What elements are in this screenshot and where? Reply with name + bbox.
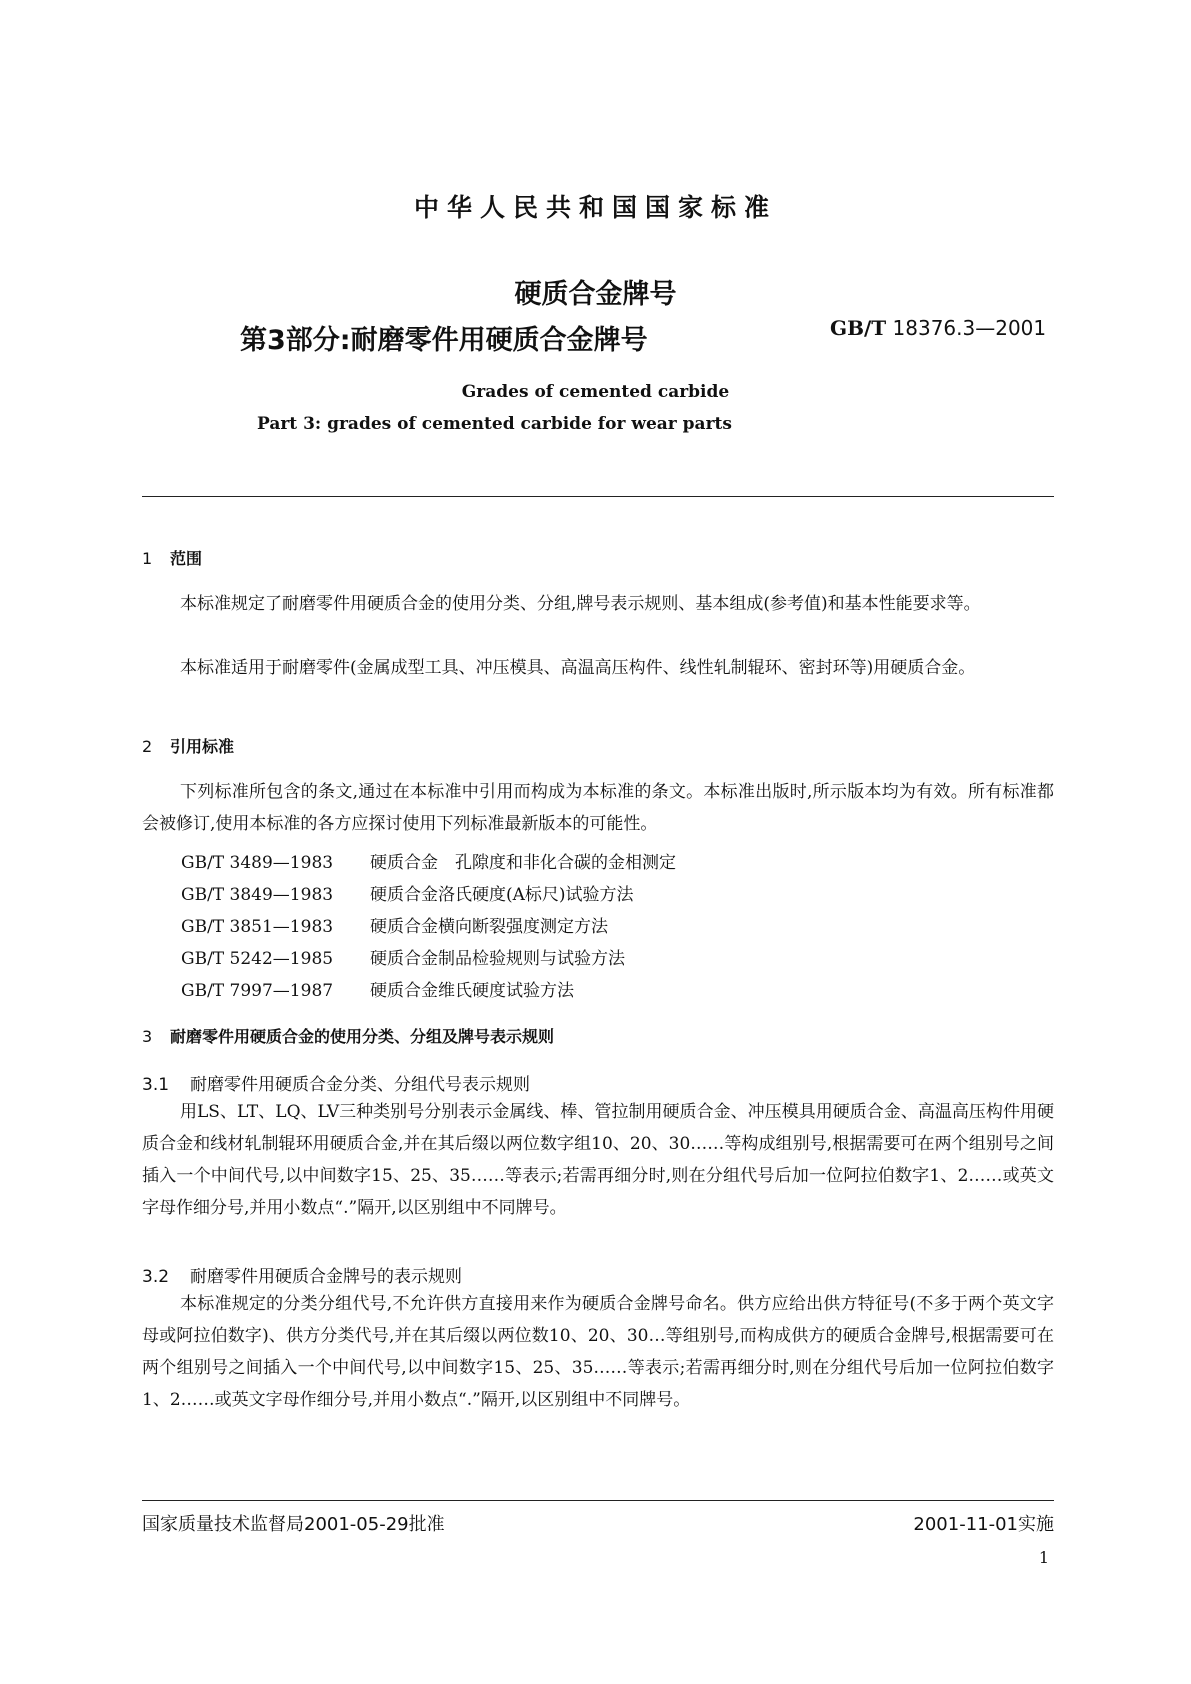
standard-org-title: 中华人民共和国国家标准 xyxy=(413,193,777,222)
subsection-title: 耐磨零件用硬质合金牌号的表示规则 xyxy=(190,1267,462,1287)
subsection-number: 3.2 xyxy=(142,1267,170,1287)
section-number: 1 xyxy=(142,549,153,568)
subsection-number: 3.1 xyxy=(142,1075,170,1095)
document-title: 硬质合金牌号 xyxy=(514,279,677,310)
reference-title: 硬质合金制品检验规则与试验方法 xyxy=(370,949,625,969)
section-1-heading xyxy=(142,546,202,569)
reference-code: GB/T 3849—1983 xyxy=(181,885,334,905)
standard-prefix: GB/T xyxy=(830,316,887,340)
reference-code: GB/T 7997—1987 xyxy=(181,981,334,1001)
reference-title: 硬质合金维氏硬度试验方法 xyxy=(370,981,574,1001)
subsection-3-2-paragraph: 本标准规定的分类分组代号,不允许供方直接用来作为硬质合金牌号命名。供方应给出供方特征号(不多于两个英文字母或阿拉伯数字)、供方分类代号,并在其后缀以两位数10、20、30…等组别号,而构成供方的硬质合金牌号,根据需要可在两个组别号之间插入一个中间代号,以中间数字15、25、35……等表示;若需再细分时,则在分组代号后加一位阿拉伯数字1、2……或英文字母作细分号,并用小数点“.”隔开,以区别组中不同牌号。 xyxy=(142,1294,1054,1410)
section-number: 3 xyxy=(142,1027,153,1046)
section-number: 2 xyxy=(142,737,153,756)
reference-item xyxy=(181,912,608,937)
document-subtitle: 第3部分:耐磨零件用硬质合金牌号 xyxy=(240,325,648,356)
reference-code: GB/T 3851—1983 xyxy=(181,917,334,937)
section-title: 耐磨零件用硬质合金的使用分类、分组及牌号表示规则 xyxy=(170,1027,555,1046)
subsection-3-1-heading xyxy=(142,1070,530,1095)
english-subtitle: Part 3: grades of cemented carbide for wear parts xyxy=(257,414,732,434)
subsection-3-1-paragraph: 用LS、LT、LQ、LV三种类别号分别表示金属线、棒、管拉制用硬质合金、冲压模具用硬质合金、高温高压构件用硬质合金和线材轧制辊环用硬质合金,并在其后缀以两位数字组10、20、30……等构成组别号,根据需要可在两个组别号之间插入一个中间代号,以中间数字15、25、35……等表示;若需再细分时,则在分组代号后加一位阿拉伯数字1、2……或英文字母作细分号,并用小数点“.”隔开,以区别组中不同牌号。 xyxy=(142,1102,1054,1218)
section-title: 范围 xyxy=(170,549,203,568)
footer-divider xyxy=(142,1500,1054,1501)
reference-code: GB/T 3489—1983 xyxy=(181,853,334,873)
effective-date: 2001-11-01实施 xyxy=(913,1514,1054,1535)
section-1-paragraph-2: 本标准适用于耐磨零件(金属成型工具、冲压模具、高温高压构件、线性轧制辊环、密封环等)用硬质合金。 xyxy=(180,658,976,678)
reference-code: GB/T 5242—1985 xyxy=(181,949,334,969)
page-number: 1 xyxy=(1038,1548,1049,1567)
reference-item xyxy=(181,976,574,1001)
reference-item xyxy=(181,880,634,905)
section-3-heading xyxy=(142,1024,554,1047)
approval-line: 国家质量技术监督局2001-05-29批准 xyxy=(142,1514,445,1535)
standard-number xyxy=(830,316,1046,340)
reference-title: 硬质合金洛氏硬度(A标尺)试验方法 xyxy=(370,885,634,905)
standard-code: 18376.3—2001 xyxy=(892,316,1047,340)
section-2-heading xyxy=(142,734,234,757)
reference-item xyxy=(181,848,676,873)
english-title: Grades of cemented carbide xyxy=(461,382,730,402)
section-2-paragraph: 下列标准所包含的条文,通过在本标准中引用而构成为本标准的条文。本标准出版时,所示版本均为有效。所有标准都会被修订,使用本标准的各方应探讨使用下列标准最新版本的可能性。 xyxy=(142,782,1054,834)
reference-item xyxy=(181,944,625,969)
reference-title: 硬质合金 孔隙度和非化合碳的金相测定 xyxy=(370,853,676,873)
subsection-3-2-heading xyxy=(142,1262,462,1287)
section-1-paragraph-1: 本标准规定了耐磨零件用硬质合金的使用分类、分组,牌号表示规则、基本组成(参考值)和基本性能要求等。 xyxy=(180,594,981,614)
section-title: 引用标准 xyxy=(170,737,235,756)
subsection-title: 耐磨零件用硬质合金分类、分组代号表示规则 xyxy=(190,1075,530,1095)
header-divider xyxy=(142,496,1054,497)
reference-title: 硬质合金横向断裂强度测定方法 xyxy=(370,917,608,937)
